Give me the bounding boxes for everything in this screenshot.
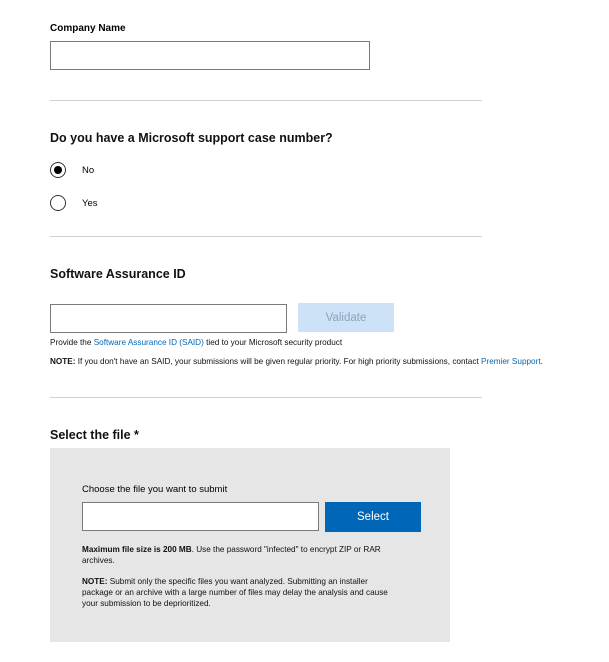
select-file-button[interactable]: Select [325, 502, 421, 532]
file-note [82, 576, 394, 609]
max-size-bold: Maximum file size is 200 MB [82, 545, 192, 554]
said-note [50, 356, 543, 367]
divider [50, 397, 482, 398]
radio-yes[interactable] [50, 195, 66, 211]
said-help-suffix: tied to your Microsoft security product [203, 338, 343, 347]
radio-selected-dot [54, 166, 62, 174]
support-case-question: Do you have a Microsoft support case number? [50, 131, 333, 145]
said-help-text [50, 337, 342, 348]
said-note-end: . [540, 357, 543, 366]
validate-button[interactable]: Validate [298, 303, 394, 332]
radio-yes-label: Yes [82, 197, 98, 209]
company-name-label: Company Name [50, 23, 126, 34]
radio-no[interactable] [50, 162, 66, 178]
said-input[interactable] [50, 304, 287, 333]
max-size-rest: . Use the password "infected" to encrypt ZIP or RAR archives. [82, 545, 381, 566]
file-path-input[interactable] [82, 502, 319, 531]
divider [50, 100, 482, 101]
said-link[interactable]: Software Assurance ID (SAID) [93, 338, 204, 347]
file-note-label: NOTE: [82, 577, 108, 586]
divider [50, 236, 482, 237]
file-note-text: Submit only the specific files you want analyzed. Submitting an installer package or an archive with a large number of files may delay the analysis and cause your submission to be deprioritized. [82, 577, 388, 609]
select-file-title: Select the file * [50, 428, 139, 442]
company-name-input[interactable] [50, 41, 370, 70]
max-size-text [82, 544, 392, 566]
file-upload-panel [50, 448, 450, 642]
radio-option-yes[interactable] [50, 195, 98, 211]
premier-support-link[interactable]: Premier Support [481, 357, 541, 366]
choose-file-label: Choose the file you want to submit [82, 484, 228, 495]
said-note-text: If you don't have an SAID, your submissions will be given regular priority. For high priority submissions, contact [75, 357, 481, 366]
radio-no-label: No [82, 164, 95, 176]
said-title: Software Assurance ID [50, 267, 186, 281]
said-note-label: NOTE: [50, 357, 76, 366]
radio-option-no[interactable] [50, 162, 94, 178]
said-help-prefix: Provide the [50, 338, 94, 347]
